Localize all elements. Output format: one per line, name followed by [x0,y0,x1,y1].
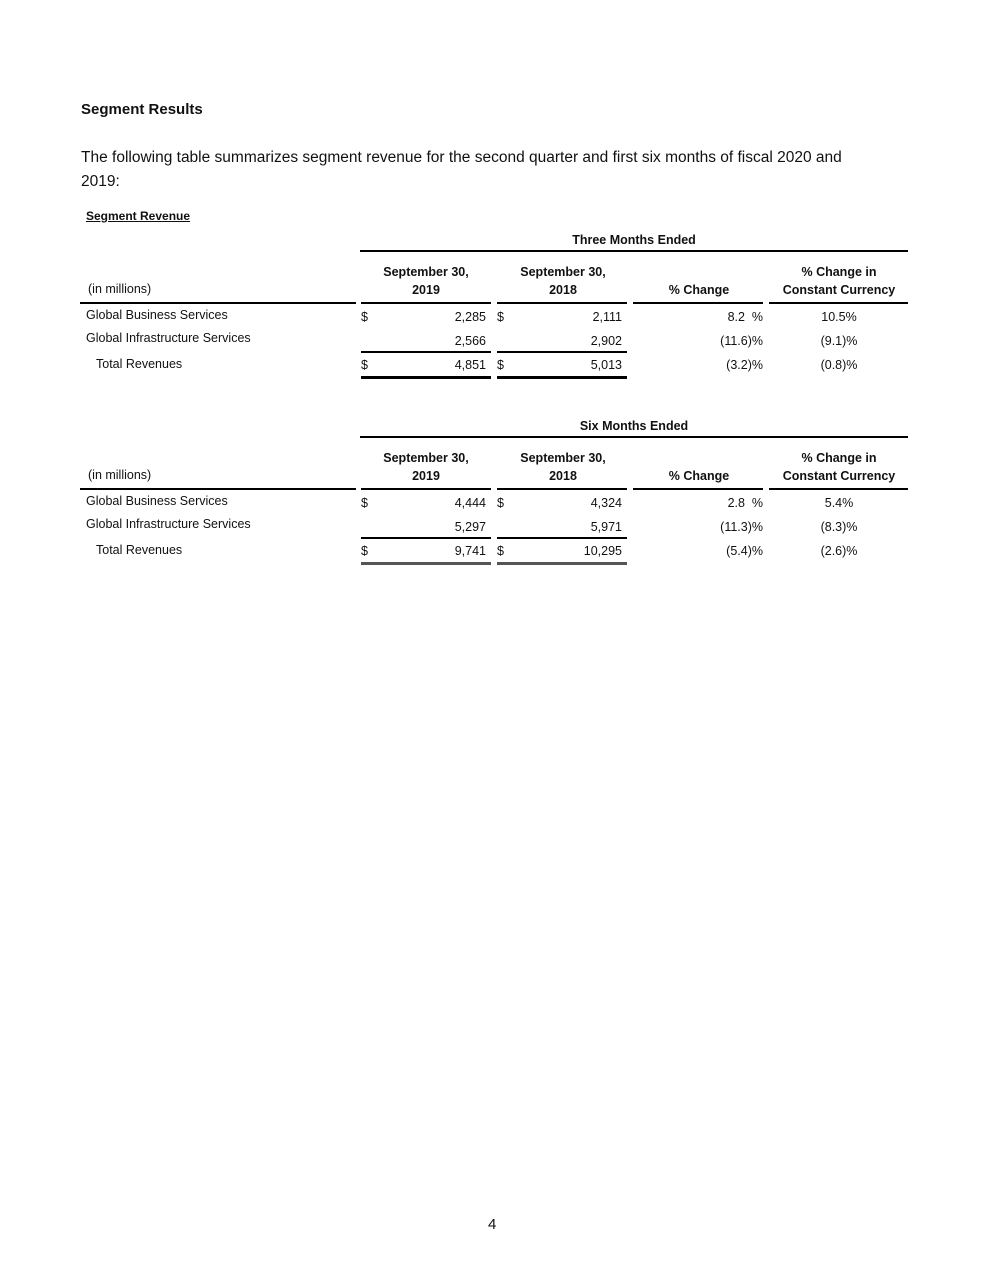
currency-symbol: $ [361,544,368,558]
pct-change-cc: (2.6)% [820,544,858,558]
value-2018: 10,295 [583,544,622,558]
value-2018: 5,971 [590,520,622,534]
header-rule [80,302,356,304]
section-title: Segment Results [81,101,203,118]
col-header-2018: September 30, 2018 [520,265,606,297]
row-label: Global Business Services [86,494,228,508]
total-rule [497,562,627,565]
currency-symbol: $ [361,310,368,324]
currency-symbol: $ [497,310,504,324]
pct-change-cc: (0.8)% [820,358,858,372]
pct-change-cc: (8.3)% [820,520,858,534]
table-caption: Segment Revenue [86,209,191,223]
pct-change-cc: 10.5% [821,310,857,324]
value-2019: 9,741 [454,544,486,558]
currency-symbol: $ [497,358,504,372]
col-header-change: % Change [668,283,730,297]
header-rule [361,302,491,304]
subtotal-rule [497,351,627,353]
row-label: Global Infrastructure Services [86,517,251,531]
page-number: 4 [488,1216,497,1233]
value-2019: 2,566 [454,334,486,348]
currency-symbol: $ [497,496,504,510]
value-2019: 4,444 [454,496,486,510]
value-2018: 4,324 [590,496,622,510]
pct-change: (11.3)% [720,520,763,534]
value-2019: 2,285 [454,310,486,324]
unit-label: (in millions) [88,282,152,296]
row-label: Global Business Services [86,308,228,322]
unit-label: (in millions) [88,468,152,482]
subtotal-rule [497,537,627,539]
header-rule [769,488,908,490]
col-header-cc-change: % Change in Constant Currency [782,451,896,483]
row-label: Total Revenues [96,543,183,557]
value-2018: 5,013 [590,358,622,372]
header-rule [361,488,491,490]
total-rule [361,562,491,565]
pct-change: (11.6)% [720,334,763,348]
intro-paragraph: The following table summarizes segment revenue for the second quarter and first six months of fiscal 2020 and 2019: [81,149,842,190]
value-2019: 5,297 [454,520,486,534]
currency-symbol: $ [361,496,368,510]
total-rule [361,376,491,379]
pct-change-cc: 5.4% [824,496,854,510]
header-rule [497,302,627,304]
pct-change: (3.2)% [726,358,763,372]
col-header-2018: September 30, 2018 [520,451,606,483]
value-2018: 2,111 [592,310,622,324]
period-rule [360,436,908,438]
row-label: Total Revenues [96,357,183,371]
subtotal-rule [361,351,491,353]
pct-change-cc: (9.1)% [820,334,858,348]
value-2019: 4,851 [454,358,486,372]
currency-symbol: $ [497,544,504,558]
pct-change: (5.4)% [726,544,763,558]
header-rule [769,302,908,304]
period-label: Three Months Ended [572,233,696,247]
col-header-2019: September 30, 2019 [383,451,469,483]
header-rule [633,488,763,490]
currency-symbol: $ [361,358,368,372]
period-label: Six Months Ended [579,419,689,433]
col-header-cc-change: % Change in Constant Currency [782,265,896,297]
period-rule [360,250,908,252]
pct-change: 8.2 % [727,310,763,324]
col-header-change: % Change [668,469,730,483]
total-rule [497,376,627,379]
subtotal-rule [361,537,491,539]
header-rule [497,488,627,490]
pct-change: 2.8 % [727,496,763,510]
row-label: Global Infrastructure Services [86,331,251,345]
value-2018: 2,902 [590,334,622,348]
header-rule [633,302,763,304]
header-rule [80,488,356,490]
col-header-2019: September 30, 2019 [383,265,469,297]
